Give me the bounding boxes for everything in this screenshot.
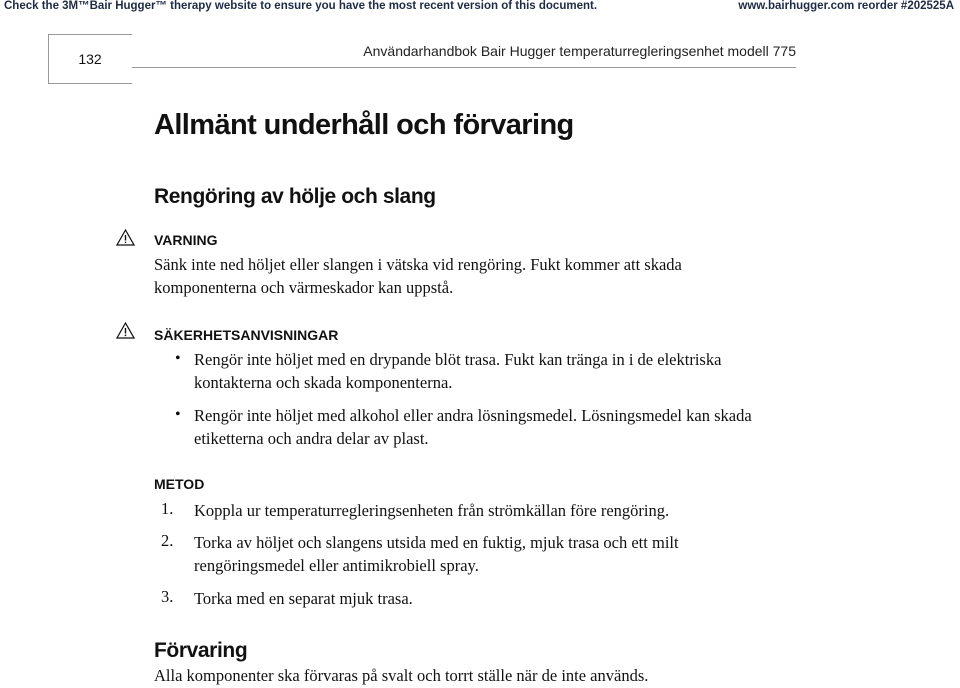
warning-text-line1: Sänk inte ned höljet eller slangen i vätska vid rengöring. Fukt kommer att skada (154, 255, 682, 274)
warning-triangle-icon (116, 322, 135, 339)
safety-item-2-line1: Rengör inte höljet med alkohol eller andra lösningsmedel. Lösningsmedel kan skada (194, 406, 752, 425)
bullet-icon: • (175, 406, 181, 423)
running-title: Användarhandbok Bair Hugger temperaturregleringsenhet modell 775 (363, 43, 796, 59)
step-1-text: Koppla ur temperaturregleringsenheten från strömkällan före rengöring. (194, 501, 670, 520)
step-number: 2. (161, 531, 174, 550)
step-number: 1. (161, 499, 174, 518)
safety-item-1-line2: kontakterna och skada komponenterna. (194, 373, 453, 392)
method-label: METOD (154, 476, 205, 492)
step-number: 3. (161, 587, 174, 606)
page-number: 132 (78, 51, 102, 67)
banner-notice: Check the 3M™Bair Hugger™ therapy website to ensure you have the most recent version of this document. (4, 0, 598, 12)
warning-text-line2: komponenterna och värmeskador kan uppstå. (154, 278, 454, 297)
section-title-cleaning: Rengöring av hölje och slang (154, 185, 436, 208)
warning-label: VARNING (154, 232, 218, 248)
header-rule (132, 67, 796, 68)
bullet-icon: • (175, 350, 181, 367)
warning-triangle-icon (116, 229, 135, 246)
step-3-text: Torka med en separat mjuk trasa. (194, 589, 413, 608)
safety-item-2-line2: etiketterna och andra delar av plast. (194, 429, 429, 448)
step-2-line2: rengöringsmedel eller antimikrobiell spray. (194, 556, 479, 575)
section-title-storage: Förvaring (154, 639, 248, 662)
banner-reorder: www.bairhugger.com reorder #202525A (738, 0, 954, 12)
safety-item-1-line1: Rengör inte höljet med en drypande blöt trasa. Fukt kan tränga in i de elektriska (194, 350, 722, 369)
step-2-line1: Torka av höljet och slangens utsida med en fuktig, mjuk trasa och ett milt (194, 533, 679, 552)
safety-label: SÄKERHETSANVISNINGAR (154, 327, 339, 343)
storage-text: Alla komponenter ska förvaras på svalt och torrt ställe när de inte används. (154, 666, 649, 685)
page-title: Allmänt underhåll och förvaring (154, 109, 574, 141)
top-banner (0, 0, 960, 15)
